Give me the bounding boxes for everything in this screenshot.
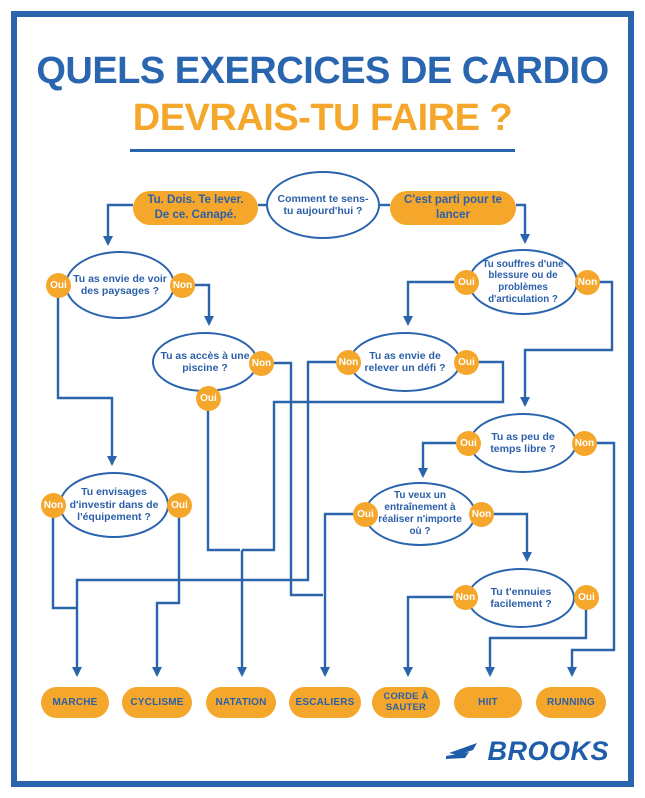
outcome-pill-running: RUNNING	[536, 687, 606, 718]
answer-badge-non: Non	[572, 431, 597, 456]
answer-badge-non: Non	[170, 273, 195, 298]
question-ellipse-defi: Tu as envie de relever un défi ?	[349, 332, 461, 392]
edge-entrainement-oui-to-escaliers	[325, 514, 353, 675]
edge-temps-non-to-running	[572, 443, 614, 675]
title-line-1: QUELS EXERCICES DE CARDIO	[36, 50, 609, 92]
edge-ennuies-non-to-corde	[408, 597, 453, 675]
edge-piscine-non-join-escaliers	[273, 363, 323, 595]
question-ellipse-ennuies: Tu t'ennuies facilement ?	[467, 568, 575, 628]
question-ellipse-equipement: Tu envisages d'investir dans de l'équipement ?	[59, 472, 169, 538]
outcome-pill-corde-a-sauter: CORDE À SAUTER	[372, 687, 440, 718]
edge-equipement-non-join-marche	[53, 517, 76, 608]
edge-letsgo-to-blessure	[516, 205, 525, 242]
edge-temps-oui-to-entrainement	[423, 443, 456, 476]
prompt-box-lets-go: C'est parti pour te lancer	[390, 191, 516, 225]
edge-paysages-oui-to-equipement	[58, 297, 112, 464]
question-ellipse-mood: Comment te sens-tu aujourd'hui ?	[266, 171, 380, 239]
prompt-box-get-up: Tu. Dois. Te lever. De ce. Canapé.	[133, 191, 258, 225]
answer-badge-non: Non	[249, 351, 274, 376]
edge-getup-to-paysages	[108, 205, 133, 244]
edge-piscine-oui-join-natation	[208, 410, 240, 550]
question-ellipse-blessure: Tu souffres d'une blessure ou de problèmes d'articulation ?	[468, 249, 578, 315]
edge-paysages-non-to-piscine	[194, 285, 209, 324]
answer-badge-non: Non	[453, 585, 478, 610]
edge-entrainement-non-to-ennuies	[493, 514, 527, 560]
question-ellipse-piscine: Tu as accès à une piscine ?	[152, 332, 258, 392]
outcome-pill-marche: MARCHE	[41, 687, 109, 718]
brooks-chevron-icon	[444, 739, 482, 765]
answer-badge-non: Non	[469, 502, 494, 527]
answer-badge-oui: Oui	[574, 585, 599, 610]
brooks-logo	[444, 736, 609, 767]
outcome-pill-natation: NATATION	[206, 687, 276, 718]
edge-blessure-oui-to-defi	[408, 282, 454, 324]
question-ellipse-paysages: Tu as envie de voir des paysages ?	[65, 251, 175, 319]
outcome-pill-cyclisme: CYCLISME	[122, 687, 192, 718]
answer-badge-oui: Oui	[46, 273, 71, 298]
answer-badge-oui: Oui	[353, 502, 378, 527]
answer-badge-oui: Oui	[454, 270, 479, 295]
title-line-2: DEVRAIS-TU FAIRE ?	[132, 97, 513, 139]
answer-badge-non: Non	[41, 493, 66, 518]
edge-equipement-oui-to-cyclisme	[157, 517, 179, 675]
question-ellipse-entrainement: Tu veux un entraînement à réaliser n'importe où ?	[364, 482, 476, 546]
answer-badge-oui: Oui	[196, 386, 221, 411]
outcome-pill-hiit: HIIT	[454, 687, 522, 718]
answer-badge-oui: Oui	[167, 493, 192, 518]
answer-badge-non: Non	[575, 270, 600, 295]
brooks-wordmark: BROOKS	[487, 736, 609, 766]
answer-badge-oui: Oui	[454, 350, 479, 375]
answer-badge-non: Non	[336, 350, 361, 375]
answer-badge-oui: Oui	[456, 431, 481, 456]
question-ellipse-temps: Tu as peu de temps libre ?	[469, 413, 577, 473]
outcome-pill-escaliers: ESCALIERS	[289, 687, 361, 718]
